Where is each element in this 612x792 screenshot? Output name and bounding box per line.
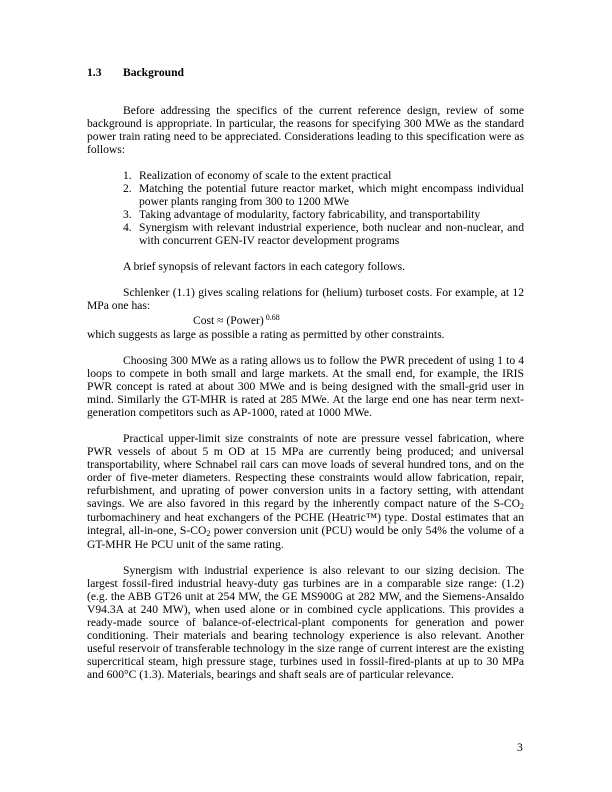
formula-lhs: Cost ≈ (Power) bbox=[193, 314, 264, 327]
section-heading bbox=[87, 66, 524, 79]
considerations-list bbox=[87, 169, 524, 247]
paragraph-synopsis: A brief synopsis of relevant factors in each category follows. bbox=[123, 260, 406, 273]
list-item: 3. Taking advantage of modularity, factory fabricability, and transportability bbox=[123, 208, 481, 221]
document-page bbox=[87, 66, 524, 681]
paragraph-synergism: Synergism with industrial experience is also relevant to our sizing decision. The largest fossil-fired industrial heavy-duty gas turbines are in a comparable size range: (1.2) (e.g. the ABB GT26 unit at 254 MW, the GE MS900G at 282 MW, and the Siemens-Ansaldo V94.3A at 240 MW), when used alone or in combined cycle applications. This provides a ready-made source of balance-of-electrical-plant components for generation and power conditioning. Their materials and bearing technology experience is also relevant. Another useful reservoir of transferable technology in the size range of current interest are the existing supercritical steam, high pressure stage, turbines used in fossil-fired-plants at up to 30 MPa and 600°C (1.3). Materials, bearings and shaft seals are of particular relevance. bbox=[87, 564, 524, 681]
section-title: Background bbox=[123, 66, 184, 79]
paragraph-schlenker: Schlenker (1.1) gives scaling relations for (helium) turboset costs. For example, at 12 MPa one has: bbox=[87, 286, 524, 312]
page-number: 3 bbox=[517, 741, 523, 754]
list-item: 1. Realization of economy of scale to the extent practical bbox=[123, 169, 392, 182]
section-number: 1.3 bbox=[87, 66, 102, 79]
paragraph-intro: Before addressing the specifics of the current reference design, review of some background is appropriate. In particular, the reasons for specifying 300 MWe as the standard power train rating need to be appreciated. Considerations leading to this specification were as follows: bbox=[87, 104, 524, 156]
paragraph-choosing: Choosing 300 MWe as a rating allows us to follow the PWR precedent of using 1 to 4 loops to compete in both small and large markets. At the small end, for example, the IRIS PWR concept is rated at about 300 MWe and is being designed with the small-grid user in mind. Similarly the GT-MHR is rated at 285 MWe. At the large end one has near term next-generation competitors such as AP-1000, rated at 1000 MWe. bbox=[87, 354, 524, 419]
cost-formula bbox=[87, 314, 524, 328]
formula-exponent: 0.68 bbox=[265, 313, 280, 322]
list-item: 4. Synergism with relevant industrial experience, both nuclear and non-nuclear, and with concurrent GEN-IV reactor development programs bbox=[123, 221, 524, 247]
paragraph-suggests: which suggests as large as possible a rating as permitted by other constraints. bbox=[87, 328, 445, 341]
list-item: 2. Matching the potential future reactor market, which might encompass individual power plants ranging from 300 to 1200 MWe bbox=[123, 182, 524, 208]
paragraph-constraints: Practical upper-limit size constraints of note are pressure vessel fabrication, where PWR vessels of about 5 m OD at 15 MPa are currently being produced; and universal transportability, where Schnabel rail cars can move loads of several hundred tons, and on the order of five-meter diameters. Respecting these constraints would allow fabrication, repair, refurbishment, and uprating of power conversion units in a factory setting, with attendant savings. We are also favored in this regard by the inherently compact nature of the $S-CO_2$ turbomachinery and heat exchangers of the PCHE (Heatric™) type. Dostal estimates that an integral, all-in-one, $S-CO_2$ power conversion unit (PCU) would be only 54% the volume of a GT-MHR He PCU unit of the same rating. bbox=[87, 432, 524, 551]
